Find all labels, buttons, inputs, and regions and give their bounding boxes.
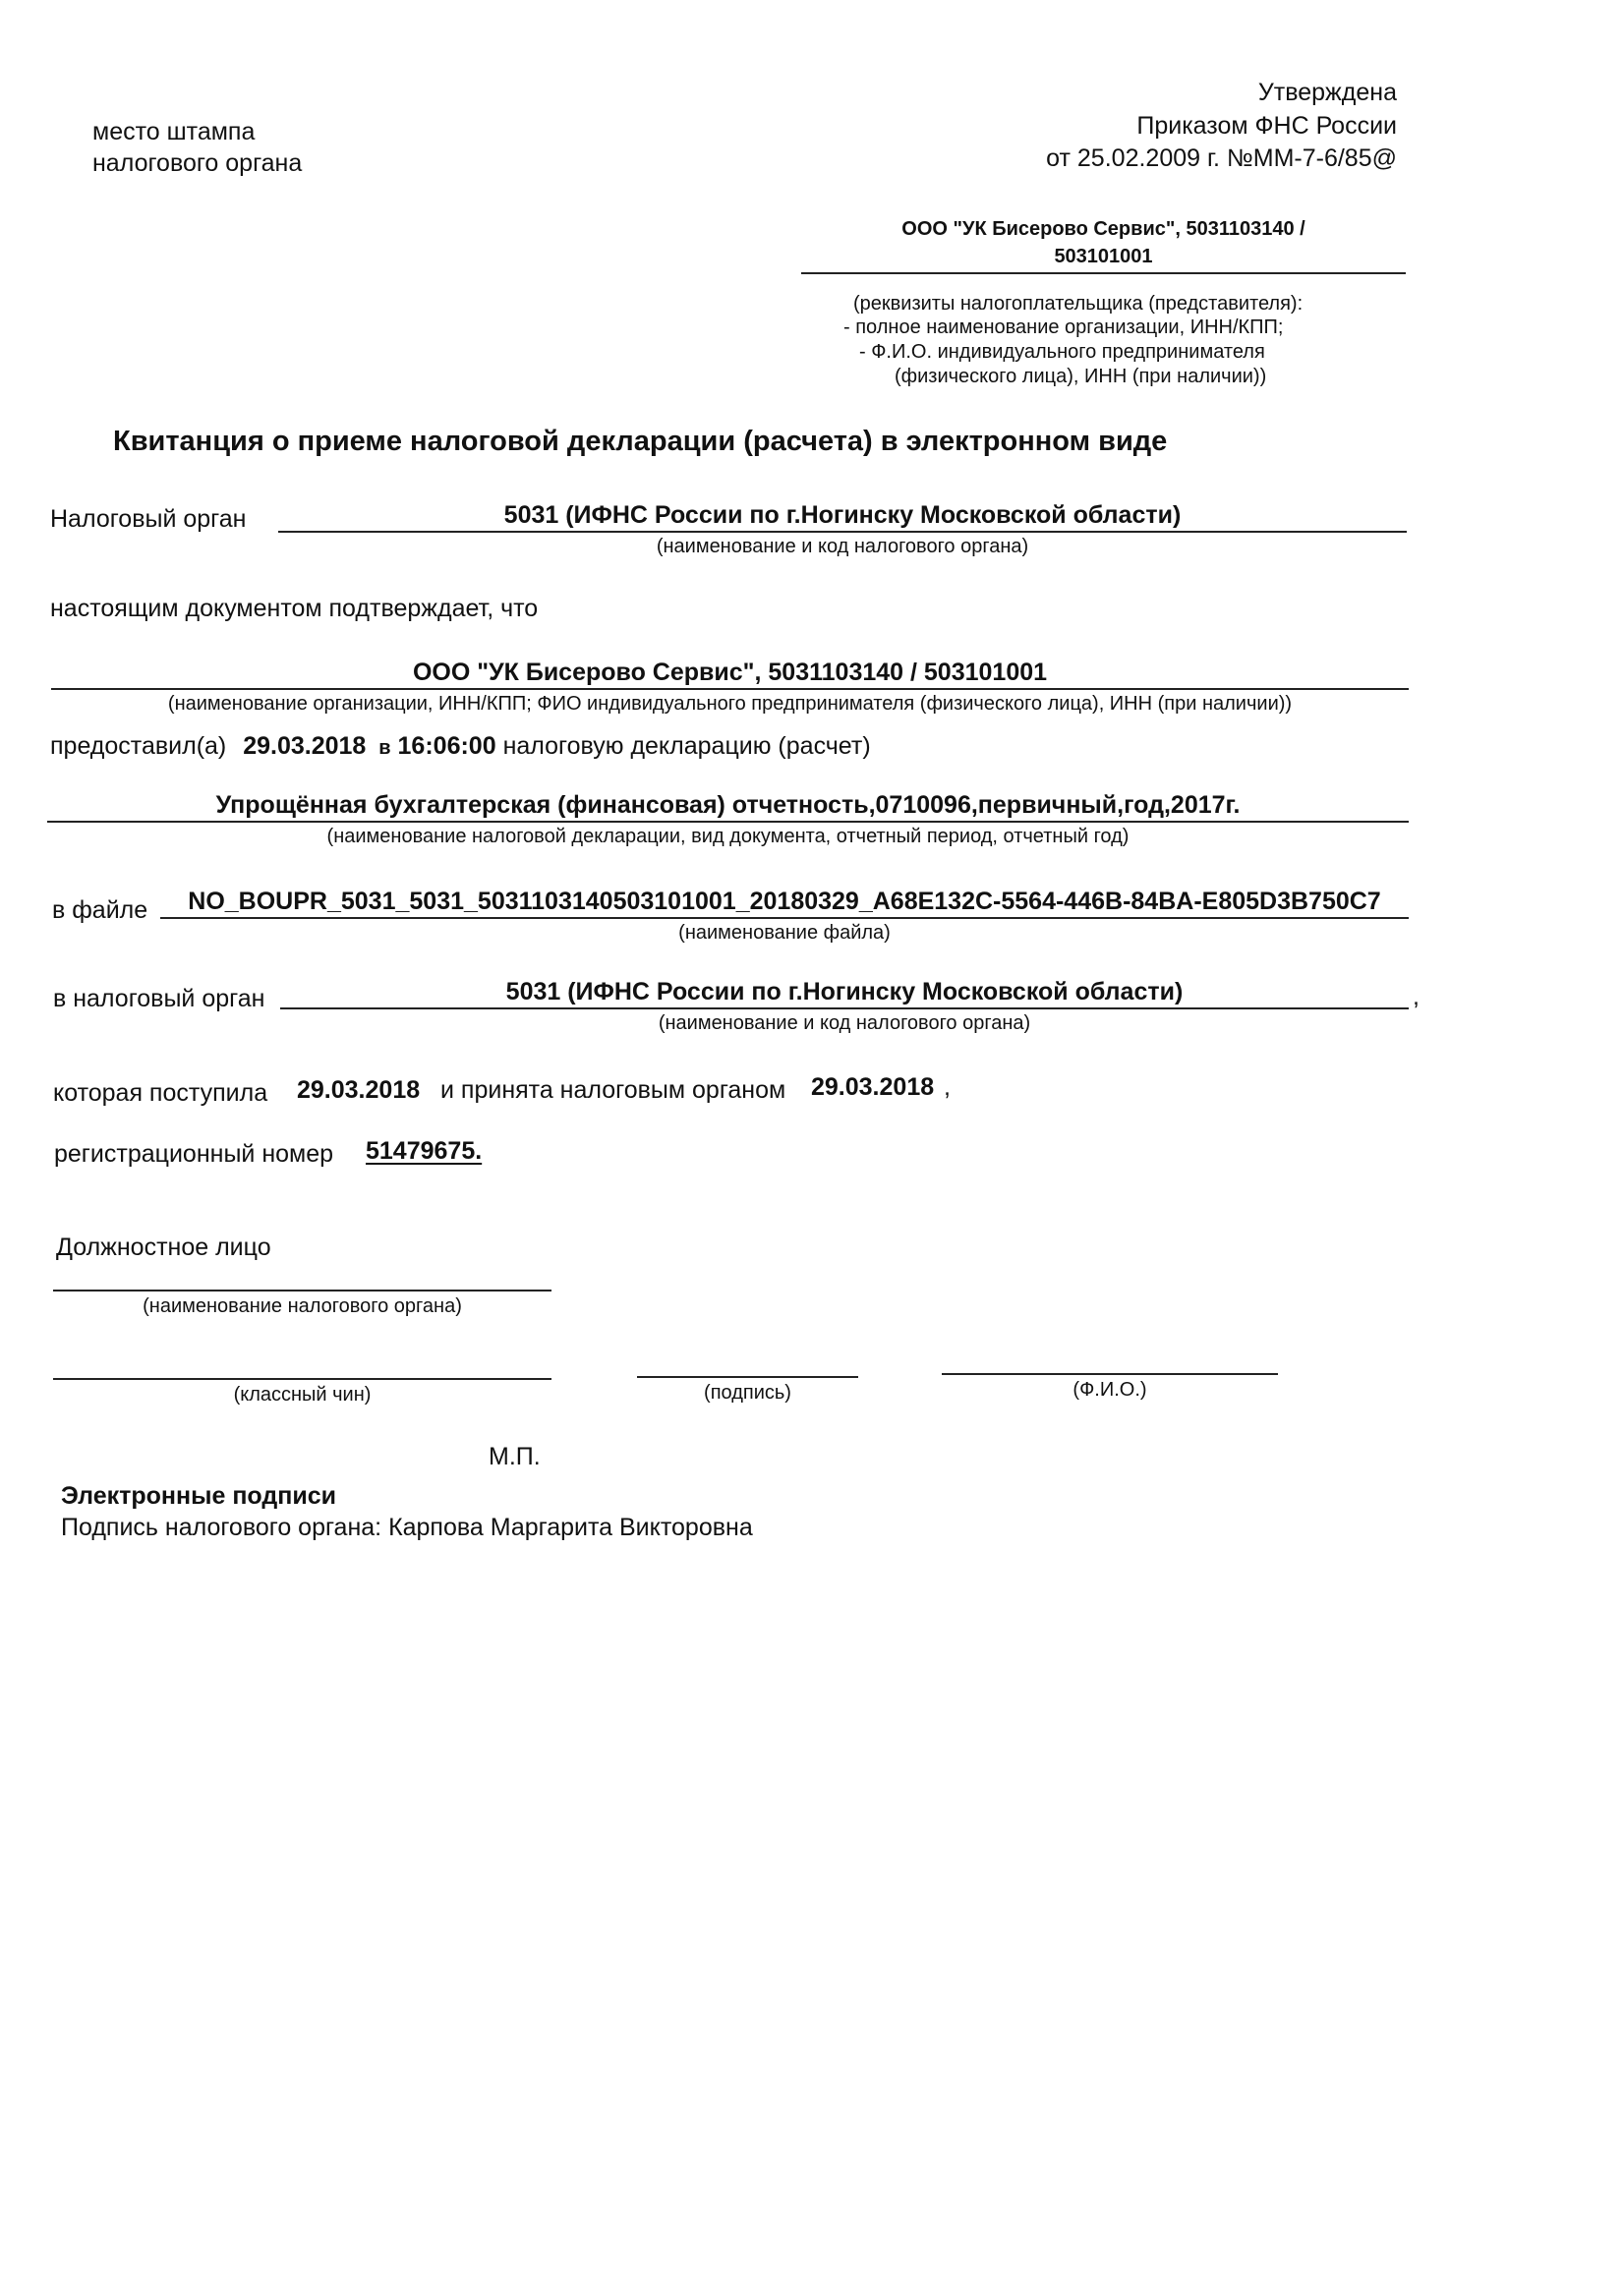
to-authority-label: в налоговый орган bbox=[53, 985, 265, 1012]
submitted-at: в bbox=[378, 737, 391, 759]
tax-authority-underline bbox=[278, 531, 1407, 533]
taxpayer-header-line-2: 503101001 bbox=[1054, 246, 1153, 267]
official-rank-line bbox=[53, 1378, 551, 1380]
submitted-label: предоставил(а) bbox=[50, 732, 227, 760]
fio-line bbox=[942, 1373, 1278, 1375]
organization-underline bbox=[51, 688, 1409, 690]
stamp-place-line-1: место штампа bbox=[92, 118, 256, 145]
taxpayer-header-underline bbox=[801, 272, 1406, 274]
accepted-label: и принята налоговым органом bbox=[440, 1076, 786, 1104]
declaration-caption: (наименование налоговой декларации, вид документа, отчетный период, отчетный год) bbox=[326, 826, 1130, 847]
submitted-date: 29.03.2018 bbox=[243, 732, 367, 760]
file-caption: (наименование файла) bbox=[678, 922, 891, 944]
e-signature-name: Карпова Маргарита Викторовна bbox=[388, 1514, 753, 1541]
received-date: 29.03.2018 bbox=[297, 1076, 421, 1104]
submitted-line bbox=[50, 732, 871, 761]
e-signatures-heading: Электронные подписи bbox=[61, 1482, 336, 1510]
file-underline bbox=[160, 917, 1409, 919]
to-authority-comma: , bbox=[1413, 983, 1420, 1010]
accepted-comma: , bbox=[944, 1073, 951, 1101]
taxpayer-caption-4: (физического лица), ИНН (при наличии)) bbox=[895, 366, 1267, 387]
official-org-line bbox=[53, 1290, 551, 1292]
tax-authority-value: 5031 (ИФНС России по г.Ногинску Московской области) bbox=[503, 501, 1182, 529]
tax-authority-caption: (наименование и код налогового органа) bbox=[656, 536, 1029, 557]
tax-authority-label: Налоговый орган bbox=[50, 505, 247, 533]
confirms-text: настоящим документом подтверждает, что bbox=[50, 595, 539, 622]
signature-caption: (подпись) bbox=[704, 1382, 791, 1404]
registration-number: 51479675. bbox=[366, 1137, 483, 1165]
official-label: Должностное лицо bbox=[56, 1234, 271, 1261]
approval-line-2: Приказом ФНС России bbox=[1136, 112, 1397, 140]
taxpayer-caption-1: (реквизиты налогоплательщика (представителя): bbox=[853, 293, 1304, 315]
to-authority-underline bbox=[280, 1007, 1409, 1009]
registration-label: регистрационный номер bbox=[54, 1140, 334, 1168]
submitted-time: 16:06:00 bbox=[397, 732, 496, 760]
signature-line bbox=[637, 1376, 858, 1378]
declaration-value: Упрощённая бухгалтерская (финансовая) отчетность,0710096,первичный,год,2017г. bbox=[215, 791, 1241, 819]
approval-line-1: Утверждена bbox=[1257, 79, 1397, 106]
stamp-place-line-2: налогового органа bbox=[92, 149, 303, 177]
taxpayer-header-line-1: ООО "УК Бисерово Сервис", 5031103140 / bbox=[901, 218, 1305, 240]
submitted-suffix: налоговую декларацию (расчет) bbox=[502, 732, 871, 760]
taxpayer-caption-3: - Ф.И.О. индивидуального предпринимателя bbox=[859, 341, 1265, 363]
seal-place: М.П. bbox=[489, 1443, 541, 1470]
to-authority-value: 5031 (ИФНС России по г.Ногинску Московской области) bbox=[505, 978, 1184, 1005]
organization-value: ООО "УК Бисерово Сервис", 5031103140 / 503101001 bbox=[412, 659, 1048, 686]
file-value: NO_BOUPR_5031_5031_5031103140503101001_20180329_A68E132C-5564-446B-84BA-E805D3B750C7 bbox=[188, 888, 1381, 915]
e-signature-label: Подпись налогового органа: bbox=[61, 1514, 382, 1541]
taxpayer-caption-2: - полное наименование организации, ИНН/КПП; bbox=[843, 316, 1284, 338]
official-org-caption: (наименование налогового органа) bbox=[143, 1295, 462, 1317]
document-title: Квитанция о приеме налоговой декларации (расчета) в электронном виде bbox=[113, 426, 1168, 457]
file-label: в файле bbox=[52, 896, 148, 924]
e-signature-line bbox=[61, 1514, 753, 1542]
to-authority-caption: (наименование и код налогового органа) bbox=[658, 1012, 1031, 1034]
approval-line-3: от 25.02.2009 г. №ММ-7-6/85@ bbox=[1046, 144, 1397, 172]
official-rank-caption: (классный чин) bbox=[233, 1384, 372, 1406]
accepted-date: 29.03.2018 bbox=[811, 1073, 935, 1101]
declaration-underline bbox=[47, 821, 1409, 823]
received-label: которая поступила bbox=[53, 1079, 268, 1107]
organization-caption: (наименование организации, ИНН/КПП; ФИО индивидуального предпринимателя (физического лица), ИНН (при наличии)) bbox=[167, 693, 1293, 715]
fio-caption: (Ф.И.О.) bbox=[1072, 1379, 1147, 1401]
